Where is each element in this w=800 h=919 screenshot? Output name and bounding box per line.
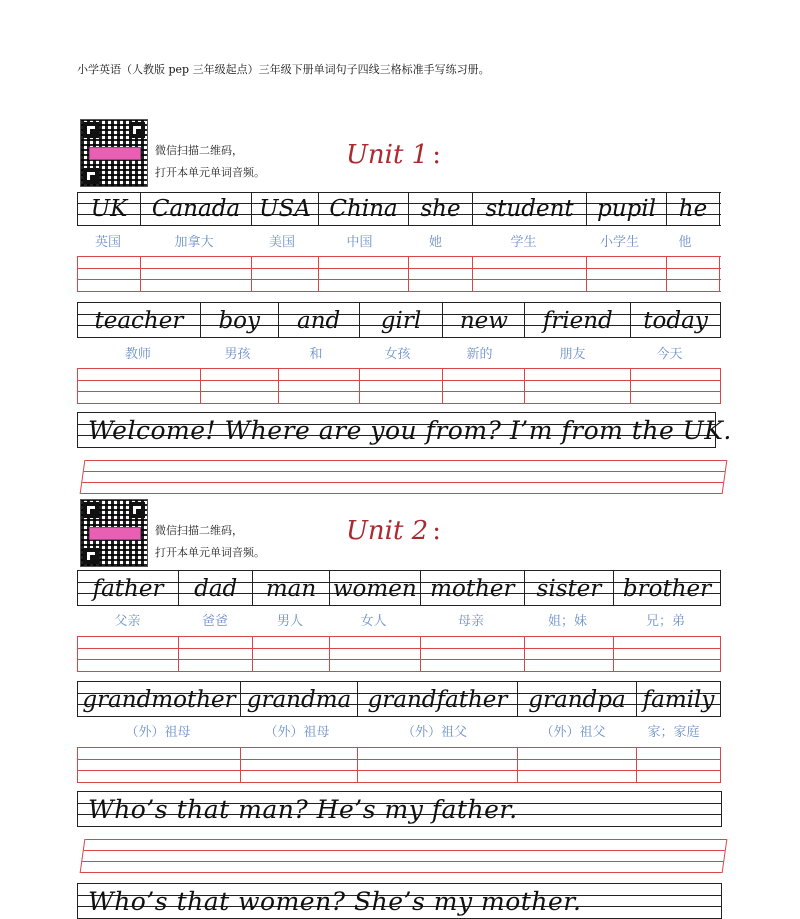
- chinese-gloss: 美国: [268, 235, 295, 250]
- chinese-gloss: 她: [428, 235, 442, 250]
- chinese-gloss: 爸爸: [201, 614, 228, 629]
- english-word: women: [332, 576, 417, 602]
- english-word: boy: [218, 308, 261, 334]
- chinese-gloss: （外）祖父: [540, 725, 606, 740]
- chinese-gloss: 母亲: [457, 614, 484, 629]
- chinese-gloss: 家；家庭: [647, 725, 700, 740]
- word-cell: [253, 570, 329, 606]
- sentence-row: [77, 791, 722, 827]
- sentence-practice-lines: [80, 460, 728, 494]
- word-cell: [78, 302, 201, 338]
- practice-cell: [78, 747, 241, 783]
- practice-row: [77, 636, 721, 672]
- english-word: UK: [90, 196, 128, 222]
- chinese-row: [77, 610, 720, 629]
- chinese-gloss: 男孩: [224, 347, 251, 362]
- practice-cell: [253, 636, 329, 672]
- chinese-gloss: 兄；弟: [645, 614, 685, 629]
- word-cell: [587, 192, 667, 226]
- practice-cell: [421, 636, 525, 672]
- english-word: grandmother: [82, 687, 236, 713]
- word-cell: [141, 192, 252, 226]
- practice-cell: [78, 368, 201, 404]
- english-word: China: [329, 196, 398, 222]
- practice-row: [77, 256, 721, 292]
- english-word: USA: [259, 196, 311, 222]
- chinese-gloss: 教师: [124, 347, 151, 362]
- practice-row: [77, 368, 721, 404]
- chinese-gloss: （外）祖父: [401, 725, 467, 740]
- practice-cell: [614, 636, 721, 672]
- word-cell: [518, 681, 637, 717]
- chinese-gloss: （外）祖母: [125, 725, 191, 740]
- practice-cell: [279, 368, 360, 404]
- word-cell: [525, 302, 631, 338]
- word-row: [77, 192, 721, 226]
- chinese-row: [77, 231, 720, 250]
- practice-cell: [252, 256, 319, 292]
- page-header: 小学英语（人教版 pep 三年级起点）三年级下册单词句子四线三格标准手写练习册。: [77, 63, 490, 76]
- chinese-gloss: 女人: [360, 614, 387, 629]
- practice-cell: [358, 747, 518, 783]
- word-row: [77, 302, 721, 338]
- practice-cell: [518, 747, 637, 783]
- qr-note-line: 微信扫描二维码，: [155, 524, 243, 537]
- word-cell: [667, 192, 720, 226]
- word-cell: [179, 570, 253, 606]
- english-word: and: [297, 308, 341, 334]
- english-word: she: [420, 196, 461, 222]
- qr-note-line: 打开本单元单词音频。: [155, 546, 265, 559]
- word-cell: [319, 192, 409, 226]
- chinese-gloss: 他: [678, 235, 692, 250]
- unit-title: [346, 140, 441, 170]
- word-cell: [631, 302, 721, 338]
- word-cell: [360, 302, 444, 338]
- practice-cell: [631, 368, 721, 404]
- qr-note: [155, 520, 265, 564]
- qr-code-icon: [80, 499, 148, 567]
- english-word: grandpa: [528, 687, 626, 713]
- sentence-text: Who’s that women? She’s my mother.: [88, 887, 582, 916]
- qr-note-line: 打开本单元单词音频。: [155, 166, 265, 179]
- word-cell: [421, 570, 525, 606]
- chinese-gloss: 学生: [510, 235, 537, 250]
- word-cell: [252, 192, 319, 226]
- chinese-gloss: 姐；妹: [547, 614, 587, 629]
- word-row: [77, 570, 721, 606]
- chinese-gloss: 英国: [94, 235, 121, 250]
- english-word: pupil: [597, 196, 656, 222]
- practice-cell: [141, 256, 252, 292]
- word-cell: [637, 681, 721, 717]
- word-cell: [473, 192, 587, 226]
- english-word: dad: [194, 576, 238, 602]
- unit-title-colon: :: [432, 140, 441, 170]
- english-word: grandma: [246, 687, 352, 713]
- english-word: mother: [430, 576, 515, 602]
- practice-cell: [201, 368, 279, 404]
- practice-cell: [319, 256, 409, 292]
- word-cell: [443, 302, 525, 338]
- chinese-row: [77, 343, 720, 362]
- practice-cell: [443, 368, 525, 404]
- chinese-row: [77, 721, 720, 740]
- english-word: grandfather: [367, 687, 508, 713]
- english-word: brother: [622, 576, 712, 602]
- word-cell: [201, 302, 279, 338]
- unit-title-text: Unit 1: [346, 140, 429, 170]
- english-word: father: [92, 576, 164, 602]
- word-cell: [279, 302, 360, 338]
- english-word: new: [459, 308, 508, 334]
- chinese-gloss: 今天: [656, 347, 683, 362]
- chinese-gloss: 男人: [276, 614, 303, 629]
- english-word: student: [485, 196, 574, 222]
- word-row: [77, 681, 721, 717]
- english-word: today: [643, 308, 708, 334]
- qr-note-line: 微信扫描二维码，: [155, 144, 243, 157]
- english-word: he: [678, 196, 708, 222]
- unit-title-colon: :: [432, 516, 441, 546]
- practice-cell: [667, 256, 720, 292]
- english-word: Canada: [151, 196, 241, 222]
- english-word: family: [642, 687, 715, 713]
- practice-row: [77, 747, 721, 783]
- qr-code-icon: [80, 119, 148, 187]
- unit-title: [346, 516, 441, 546]
- english-word: friend: [542, 308, 613, 334]
- chinese-gloss: 中国: [346, 235, 373, 250]
- unit-title-text: Unit 2: [346, 516, 429, 546]
- qr-note: [155, 140, 265, 184]
- practice-cell: [473, 256, 587, 292]
- word-cell: [614, 570, 721, 606]
- word-cell: [409, 192, 473, 226]
- word-cell: [330, 570, 421, 606]
- word-cell: [525, 570, 614, 606]
- practice-cell: [409, 256, 473, 292]
- practice-cell: [330, 636, 421, 672]
- chinese-gloss: 新的: [466, 347, 493, 362]
- practice-cell: [78, 636, 179, 672]
- sentence-text: Who’s that man? He’s my father.: [88, 795, 518, 824]
- chinese-gloss: 小学生: [599, 235, 639, 250]
- word-cell: [78, 570, 179, 606]
- word-cell: [78, 192, 141, 226]
- practice-cell: [637, 747, 721, 783]
- english-word: sister: [536, 576, 602, 602]
- word-cell: [241, 681, 358, 717]
- sentence-practice-lines: [80, 839, 728, 873]
- chinese-gloss: 和: [309, 347, 323, 362]
- practice-cell: [360, 368, 444, 404]
- english-word: girl: [380, 308, 422, 334]
- practice-cell: [525, 368, 631, 404]
- word-cell: [358, 681, 518, 717]
- chinese-gloss: 朋友: [559, 347, 586, 362]
- practice-cell: [78, 256, 141, 292]
- chinese-gloss: 父亲: [114, 614, 141, 629]
- practice-cell: [587, 256, 667, 292]
- english-word: man: [265, 576, 317, 602]
- chinese-gloss: （外）祖母: [264, 725, 330, 740]
- practice-cell: [241, 747, 358, 783]
- word-cell: [78, 681, 241, 717]
- sentence-row: [77, 883, 722, 919]
- sentence-row: [77, 412, 732, 448]
- chinese-gloss: 女孩: [384, 347, 411, 362]
- chinese-gloss: 加拿大: [174, 235, 214, 250]
- practice-cell: [525, 636, 614, 672]
- practice-cell: [179, 636, 253, 672]
- english-word: teacher: [94, 308, 184, 334]
- sentence-text: Welcome! Where are you from? I’m from the UK.: [88, 416, 732, 445]
